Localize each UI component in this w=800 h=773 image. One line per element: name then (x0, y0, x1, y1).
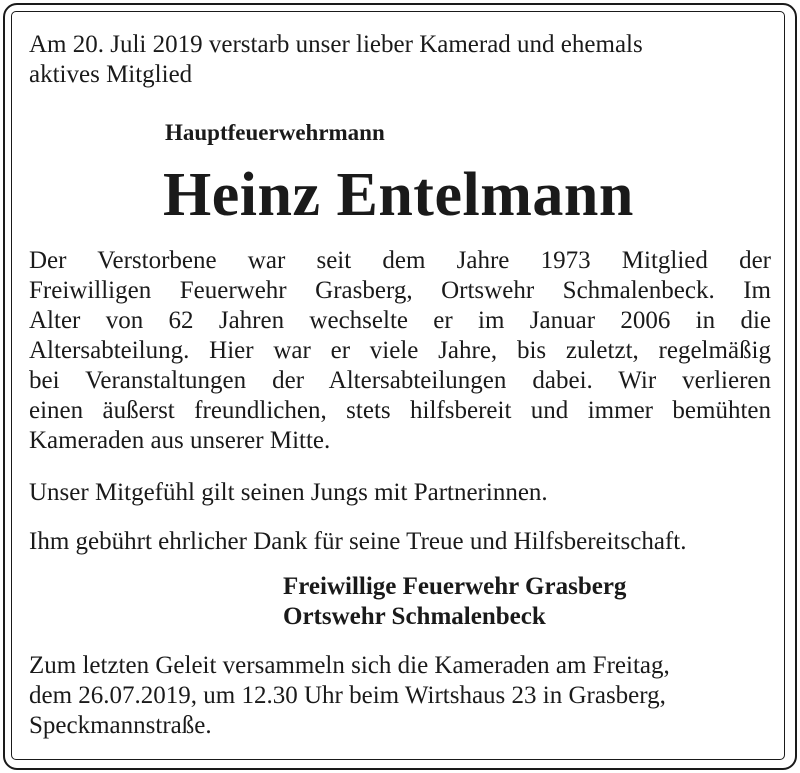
biography-line: Kameraden aus unserer Mitte. (29, 427, 331, 454)
funeral-line: dem 26.07.2019, um 12.30 Uhr beim Wirtshaus 23 in Grasberg, (29, 682, 666, 709)
deceased-rank: Hauptfeuerwehrmann (165, 120, 385, 145)
deceased-name: Heinz Entelmann (163, 161, 634, 229)
funeral-info (29, 651, 670, 741)
biography-line: einen äußerst freundlichen, stets hilfsbereit und immer bemühten (29, 397, 771, 424)
signature-unit: Ortswehr Schmalenbeck (283, 603, 546, 630)
thanks-text: Ihm gebührt ehrlicher Dank für seine Treue und Hilfsbereitschaft. (29, 528, 687, 555)
biography-paragraph (29, 246, 771, 456)
intro-line-1: Am 20. Juli 2019 verstarb unser lieber Kamerad und ehemals (29, 31, 643, 58)
biography-line: Alter von 62 Jahren wechselte er im Januar 2006 in die (29, 307, 771, 334)
intro-line-2: aktives Mitglied (29, 61, 193, 88)
signature-org: Freiwillige Feuerwehr Grasberg (283, 573, 627, 600)
biography-line: bei Veranstaltungen der Altersabteilungen dabei. Wir verlieren (29, 367, 771, 394)
signature-block (283, 572, 626, 632)
biography-line: Altersabteilung. Hier war er viele Jahre, bis zuletzt, regelmäßig (29, 337, 771, 364)
funeral-line: Speckmannstraße. (29, 712, 212, 739)
biography-line: Freiwilligen Feuerwehr Grasberg, Ortswehr Schmalenbeck. Im (29, 277, 771, 304)
intro-text (29, 30, 643, 90)
funeral-line: Zum letzten Geleit versammeln sich die Kameraden am Freitag, (29, 652, 670, 679)
condolence-text: Unser Mitgefühl gilt seinen Jungs mit Partnerinnen. (29, 479, 548, 506)
biography-line: Der Verstorbene war seit dem Jahre 1973 Mitglied der (29, 247, 771, 274)
